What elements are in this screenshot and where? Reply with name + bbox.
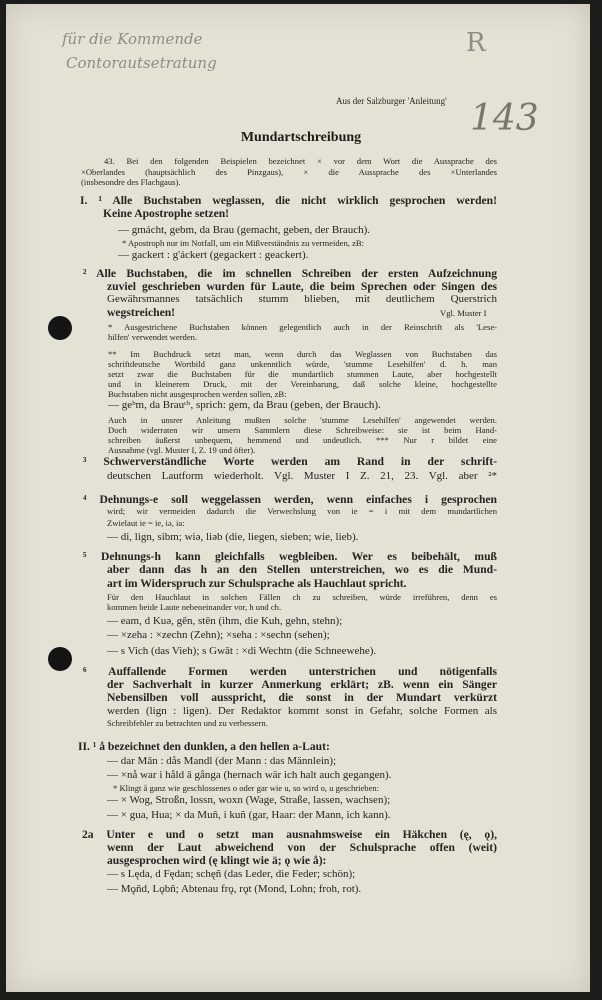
text-line: Ausnahme (vgl. Muster I, Z. 19 und öfter). — [108, 445, 256, 455]
text-line: — ×zeha : ×zechn (Zehn); ×seha : ×sechn (sehen); — [107, 629, 330, 641]
text-line: und in kleinerem Druck, mit der Vereinbarung, daß solche kleine, hochgestellte — [108, 380, 497, 389]
text-line: wenn der Laut abweichend von der Schulsprache offen (weit) — [107, 842, 497, 854]
text-line: — di, lign, sibm; wiə, liəb (die, liegen, sieben; wie, lieb). — [107, 531, 359, 543]
text-line: ⁵ Dehnungs-h kann gleichfalls wegbleiben. Wer es beibehält, muß — [83, 551, 497, 563]
text-line: Doch widerraten wir unsern Sammlern diese Schreibweise: sie ist beim Hand- — [108, 426, 497, 435]
text-line: (insbesondre des Flachgaus). — [81, 177, 181, 187]
text-line: Nebensilben voll ausspricht, die sonst in der Mundart verkürzt — [107, 692, 497, 704]
punch-hole — [48, 316, 72, 340]
text-line: aber dann das h an den Stellen unterstreichen, wo es die Mund- — [107, 564, 497, 576]
text-line: — ×nå war i håld ā gånga (hernach wär ich halt auch gegangen). — [107, 769, 392, 781]
text-line: — × gua, Hua; × da Muñ, i kuñ (gar, Haar: der Mann, ich kann). — [107, 809, 391, 821]
text-line: — eam, d Kuə, gēn, stēn (ihm, die Kuh, gehn, stehn); — [107, 615, 343, 627]
text-line: — gackert : g'áckert (gegackert : geackert). — [118, 249, 309, 261]
text-line: ×Oberlandes (hauptsächlich des Pinzgaus), × die Aussprache des ×Unterlandes — [81, 168, 497, 177]
text-line: — × Wog, Stroßn, lossn, woxn (Wage, Straße, lassen, wachsen); — [107, 794, 391, 806]
text-line: hilfen' verwendet werden. — [108, 332, 198, 342]
text-line: setzt zwar die Buchstaben für die mundartlich stummen Laute, aber hochgestellt — [108, 370, 497, 379]
text-line: Vgl. Muster I — [440, 308, 487, 318]
text-line: Auch in unsrer Anleitung mußten solche 'stumme Lesehilfen' angewendet werden. — [108, 416, 497, 425]
text-line: ³ Schwerverständliche Worte werden am Rand in der schrift- — [83, 456, 497, 468]
text-line: — s Lęda, d Fędan; schęñ (das Leder, die Feder; schön); — [107, 868, 356, 880]
handwritten-page-number: 143 — [470, 98, 539, 139]
text-line: Zwielaut ie = ie, iə, ia: — [107, 518, 185, 528]
text-line: I. ¹ Alle Buchstaben weglassen, die nicht wirklich gesprochen werden! — [80, 195, 497, 207]
text-line: * Ausgestrichene Buchstaben können gelegentlich auch in der Reinschrift als 'Lese- — [108, 323, 497, 332]
text-line: * Klingt å ganz wie geschlossenes o oder gar wie u, so wird o, u geschrieben: — [113, 783, 380, 793]
text-line: ausgesprochen wird (ę klingt wie ä; ǫ wie å): — [107, 854, 327, 867]
punch-hole — [48, 647, 72, 671]
text-line: ⁶ Auffallende Formen werden unterstrichen und nötigenfalls — [83, 666, 497, 678]
text-line: — s Vich (das Vieh); s Gwāt : ×di Wechtn (die Schneewehe). — [107, 645, 377, 657]
text-line: art im Widerspruch zur Schulsprache als Hauchlaut spricht. — [107, 577, 407, 590]
text-line: — Mǫñd, Lǫbñ; Abtenau frǫ, rǫt (Mond, Lohn; froh, rot). — [107, 883, 362, 895]
text-line: ² Alle Buchstaben, die im schnellen Schreiben der ersten Aufzeichnung — [83, 268, 497, 280]
text-line: 43. Bei den folgenden Beispielen bezeichnet × vor dem Wort die Aussprache des — [104, 157, 497, 166]
text-line: ⁴ Dehnungs-e soll weggelassen werden, wenn einfaches i gesprochen — [83, 494, 497, 506]
text-line: — gmácht, gebm, da Brau (gemacht, geben, der Brauch). — [118, 224, 370, 236]
text-line: II. ¹ å bezeichnet den dunklen, a den hellen a-Laut: — [78, 740, 330, 753]
text-line: wird; wir vermeiden dadurch die Verwechslung von ie = i mit dem mundartlichen — [107, 507, 497, 516]
text-line: schriftdeutsche Wortbild ganz unkenntlich würde, 'stumme Lesehilfen' d. h. man — [108, 360, 497, 369]
text-line: Gewährsmannes tatsächlich stumm blieben, mit deutlichem Querstrich — [107, 294, 497, 305]
text-line: der Sachverhalt in kurzer Anmerkung erklärt; zB. wenn ein Sänger — [107, 679, 497, 691]
source-note: Aus der Salzburger 'Anleitung' — [336, 96, 447, 106]
text-line: schreiben äußerst unbequem, hemmend und undeutlich. *** Nur r bildet eine — [108, 436, 497, 445]
text-line: kommen beide Laute nebeneinander vor, h und ch. — [107, 602, 282, 612]
monogram-stamp: R — [466, 28, 486, 58]
text-line: — geᵇm, da Brauᶜʰ, sprich: gem, da Brau (geben, der Brauch). — [108, 399, 381, 411]
text-line: — dar Mān : dås Mandl (der Mann : das Männlein); — [107, 755, 337, 767]
text-line: deutschen Lautform wiederholt. Vgl. Muster I Z. 21, 23. Vgl. aber ²* — [107, 471, 497, 482]
text-line: wegstreichen! — [107, 306, 176, 319]
handwritten-note: Contorautsetratung — [66, 54, 217, 72]
text-line: * Apostroph nur im Notfall, um ein Mißverständnis zu vermeiden, zB: — [122, 238, 365, 248]
text-line: Buchstaben nicht ausgesprochen werden sollen, zB: — [108, 389, 287, 399]
text-line: Für den Hauchlaut in solchen Fällen ch zu schreiben, würde irreführen, denn es — [107, 593, 497, 602]
text-line: werden (lign : ligen). Der Redaktor kommt sonst in Gefahr, solche Formen als — [107, 706, 497, 717]
text-line: zuviel geschrieben wurden für Laute, die beim Sprechen oder Singen des — [107, 281, 497, 293]
text-line: 2a Unter e und o setzt man ausnahmsweise ein Häkchen (ę, ǫ), — [82, 829, 497, 841]
text-line: Schreibfehler zu betrachten und zu verbessern. — [107, 718, 268, 728]
page-title: Mundartschreibung — [240, 130, 362, 145]
handwritten-note: für die Kommende — [62, 30, 203, 48]
text-line: Keine Apostrophe setzen! — [103, 207, 230, 220]
text-line: ** Im Buchdruck setzt man, wenn durch das Weglassen von Buchstaben das — [108, 350, 497, 359]
